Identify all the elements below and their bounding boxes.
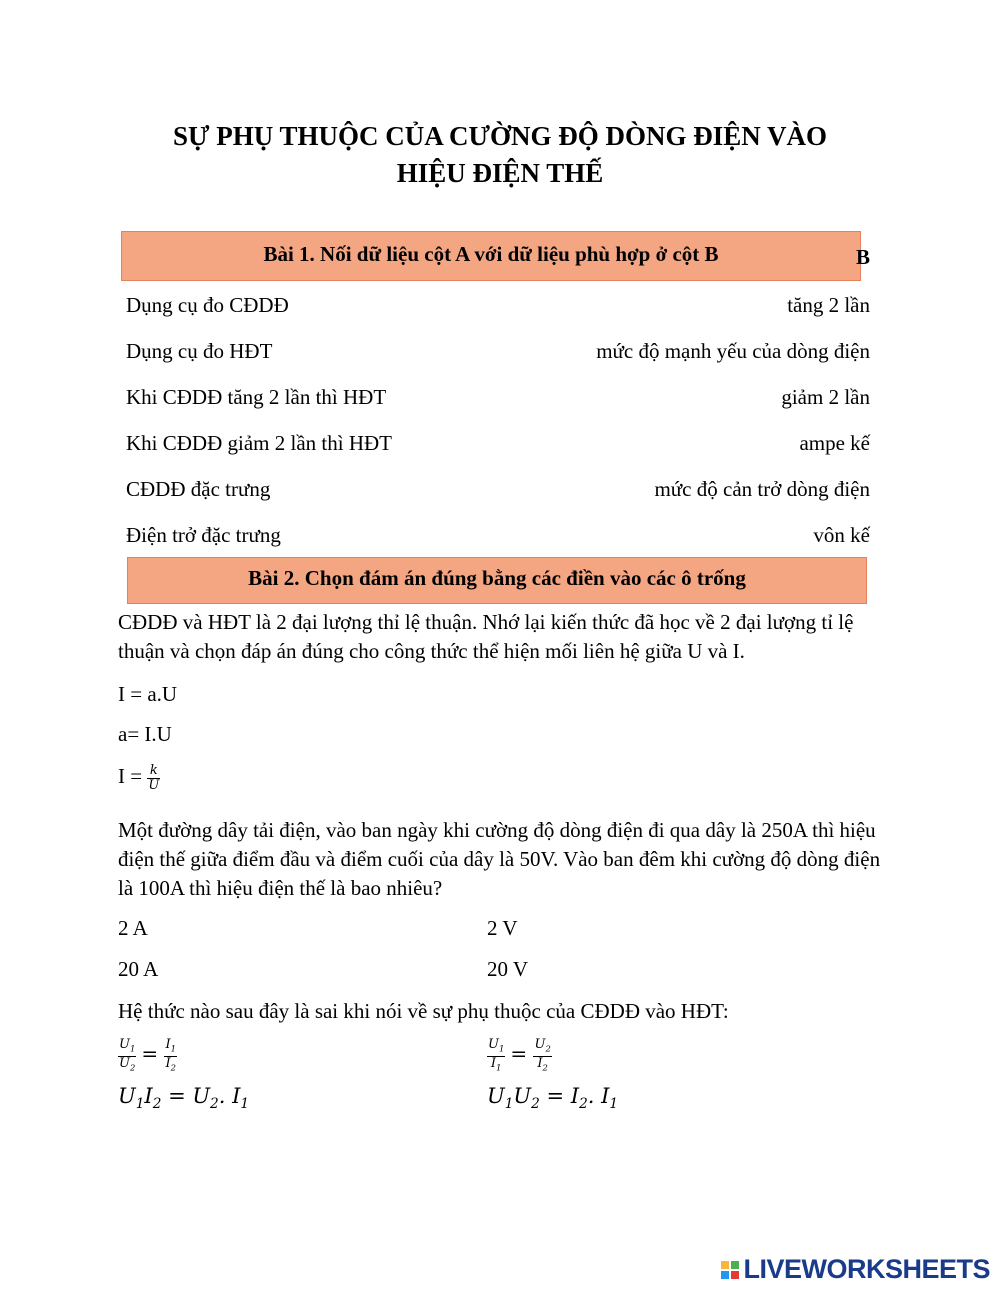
q1-option-1[interactable]: I = a.U — [118, 682, 178, 706]
q2-option[interactable]: 2 V — [487, 916, 518, 940]
col-b-item[interactable]: tăng 2 lần — [787, 293, 870, 317]
col-b-item[interactable]: vôn kế — [813, 523, 870, 547]
col-b-item[interactable]: mức độ mạnh yếu của dòng điện — [596, 339, 870, 363]
logo-mark-icon — [721, 1261, 739, 1279]
q3-option-2[interactable]: $\frac{U_1}{I_1}$ = $\frac{U_2}{I_2}$ — [488, 1037, 551, 1073]
question-3-text: Hệ thức nào sau đây là sai khi nói về sự phụ thuộc của CĐDĐ vào HĐT: — [118, 999, 729, 1023]
col-a-item[interactable]: Dụng cụ đo CĐDĐ — [126, 293, 289, 317]
col-a-item[interactable]: Điện trở đặc trưng — [126, 523, 281, 547]
q2-option[interactable]: 20 V — [487, 957, 529, 981]
column-b-letter: B — [856, 245, 871, 269]
col-b-item[interactable]: ampe kế — [799, 431, 870, 455]
exercise-2-heading: Bài 2. Chọn đám án đúng bằng các điền vào các ô trống — [127, 557, 867, 604]
q1-option-2[interactable]: a= I.U — [118, 722, 172, 746]
liveworksheets-logo — [721, 1254, 990, 1285]
col-b-item[interactable]: mức độ cản trở dòng điện — [654, 477, 870, 501]
exercise-1-heading: Bài 1. Nối dữ liệu cột A với dữ liệu phù hợp ở cột B — [121, 231, 861, 281]
q1-option-3-prefix: I = — [118, 764, 148, 788]
q2-option[interactable]: 2 A — [118, 916, 148, 940]
col-b-item[interactable]: giảm 2 lần — [781, 385, 870, 409]
page-title-line-2: HIỆU ĐIỆN THẾ — [396, 158, 604, 188]
q2-option[interactable]: 20 A — [118, 957, 159, 981]
question-1-text: CĐDĐ và HĐT là 2 đại lượng thỉ lệ thuận. Nhớ lại kiến thức đã học về 2 đại lượng tỉ lệ thuận và chọn đáp án đúng cho công thức thể hiện mối liên hệ giữa U và I. — [118, 610, 854, 663]
col-a-item[interactable]: Dụng cụ đo HĐT — [126, 339, 273, 363]
q1-option-3[interactable] — [118, 762, 160, 793]
col-a-item[interactable]: Khi CĐDĐ tăng 2 lần thì HĐT — [126, 385, 387, 409]
q3-option-1[interactable]: $\frac{U_1}{U_2}$ = $\frac{I_1}{I_2}$ — [119, 1037, 176, 1073]
col-a-item[interactable]: Khi CĐDĐ giảm 2 lần thì HĐT — [126, 431, 392, 455]
col-a-item[interactable]: CĐDĐ đặc trưng — [126, 477, 271, 501]
fraction-k-over-u: $\frac{k}{U}$ — [148, 762, 160, 793]
question-2-text: Một đường dây tải điện, vào ban ngày khi cường độ dòng điện đi qua dây là 250A thì hiệu điện thế giữa điểm đầu và điểm cuối của dây là 50V. Vào ban đêm khi cường độ dòng điện là 100A thì hiệu điện thế là bao nhiêu? — [118, 818, 881, 900]
q3-option-4[interactable]: $U_1U_2 = I_2$. $I_1$ — [487, 1084, 619, 1113]
q3-option-3[interactable]: $U_1I_2 = U_2$. $I_1$ — [118, 1084, 250, 1113]
brand-name: LIVEWORKSHEETS — [743, 1254, 990, 1284]
page-title-line-1: SỰ PHỤ THUỘC CỦA CƯỜNG ĐỘ DÒNG ĐIỆN VÀO — [172, 121, 828, 151]
